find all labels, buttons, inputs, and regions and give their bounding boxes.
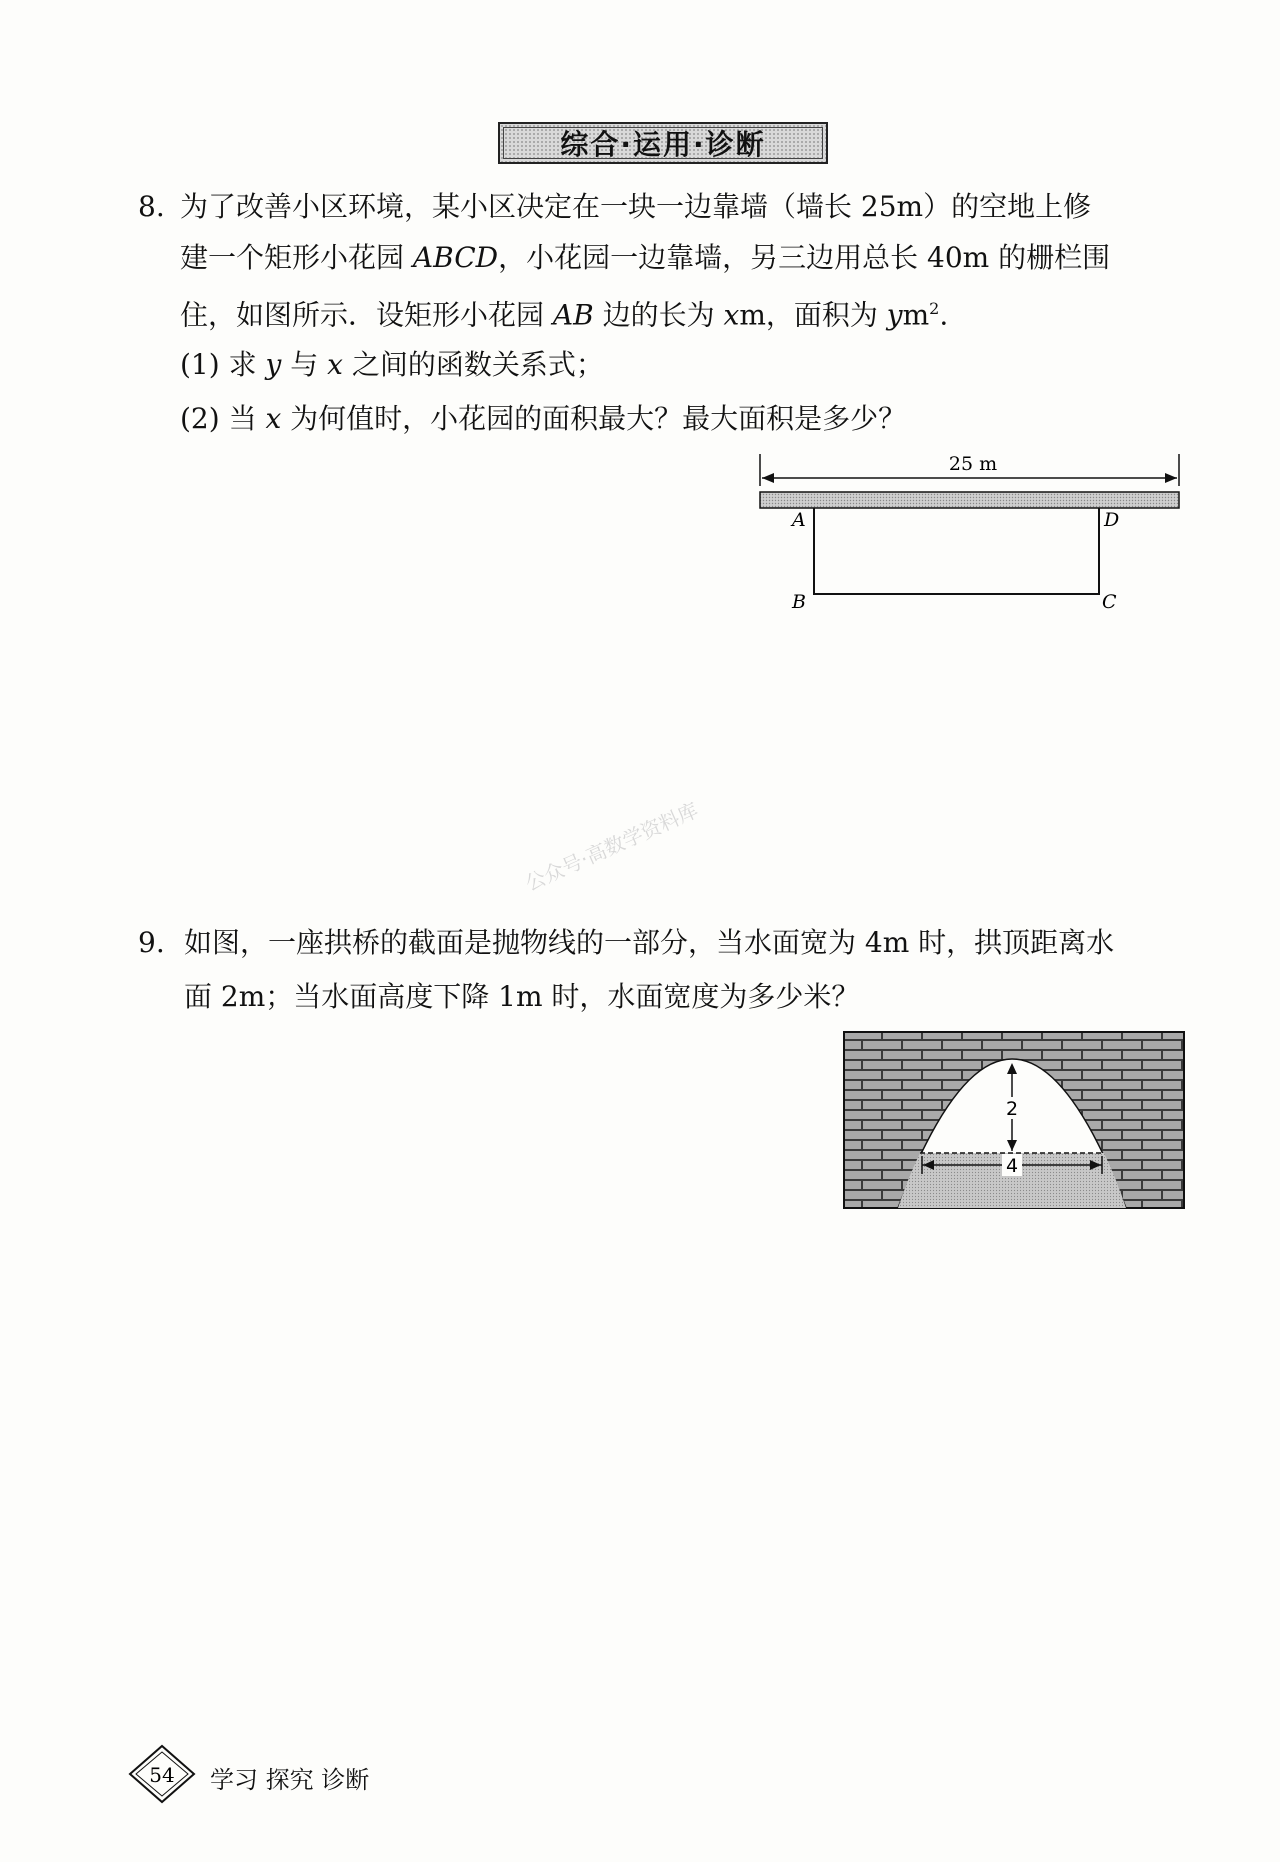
q9-number: 9.: [138, 926, 165, 959]
garden-fence: [814, 508, 1099, 594]
q9-line2: 面 2m；当水面高度下降 1m 时，水面宽度为多少米？: [184, 980, 860, 1013]
page-number-badge: [126, 1742, 202, 1806]
footer-label: 学习 探究 诊断: [210, 1766, 370, 1794]
wall-length-label: 25 m: [948, 453, 998, 475]
q8-garden-figure: [750, 448, 1190, 618]
arrow-right-icon: [1165, 473, 1177, 483]
height-label: 2: [1005, 1098, 1019, 1120]
section-title: 综合·运用·诊断: [560, 128, 766, 161]
label-b: B: [792, 591, 806, 613]
section-header: [498, 122, 828, 164]
width-label: 4: [1005, 1155, 1019, 1177]
q8-line3: 住，如图所示．设矩形小花园 AB 边的长为 xm，面积为 $ym^2$.: [180, 298, 949, 332]
label-c: C: [1102, 591, 1117, 613]
q9-arch-figure: [842, 1030, 1186, 1210]
q8-subquestion-2: (2) 当 x 为何值时，小花园的面积最大？最大面积是多少？: [180, 402, 907, 435]
q9-line1: 如图，一座拱桥的截面是抛物线的一部分，当水面宽为 4m 时，拱顶距离水: [184, 926, 1115, 959]
arrow-left-icon: [762, 473, 774, 483]
label-a: A: [792, 509, 806, 531]
label-d: D: [1104, 509, 1120, 531]
q8-line2: 建一个矩形小花园 ABCD，小花园一边靠墙，另三边用总长 40m 的栅栏围: [180, 241, 1111, 274]
q8-line1: 为了改善小区环境，某小区决定在一块一边靠墙（墙长 25m）的空地上修: [180, 190, 1092, 223]
q8-number: 8.: [138, 190, 165, 223]
wall: [760, 492, 1179, 508]
q8-subquestion-1: (1) 求 y 与 x 之间的函数关系式；: [180, 348, 604, 381]
page-number: 54: [149, 1763, 175, 1787]
watermark: 公众号·高数学资料库: [521, 797, 702, 896]
